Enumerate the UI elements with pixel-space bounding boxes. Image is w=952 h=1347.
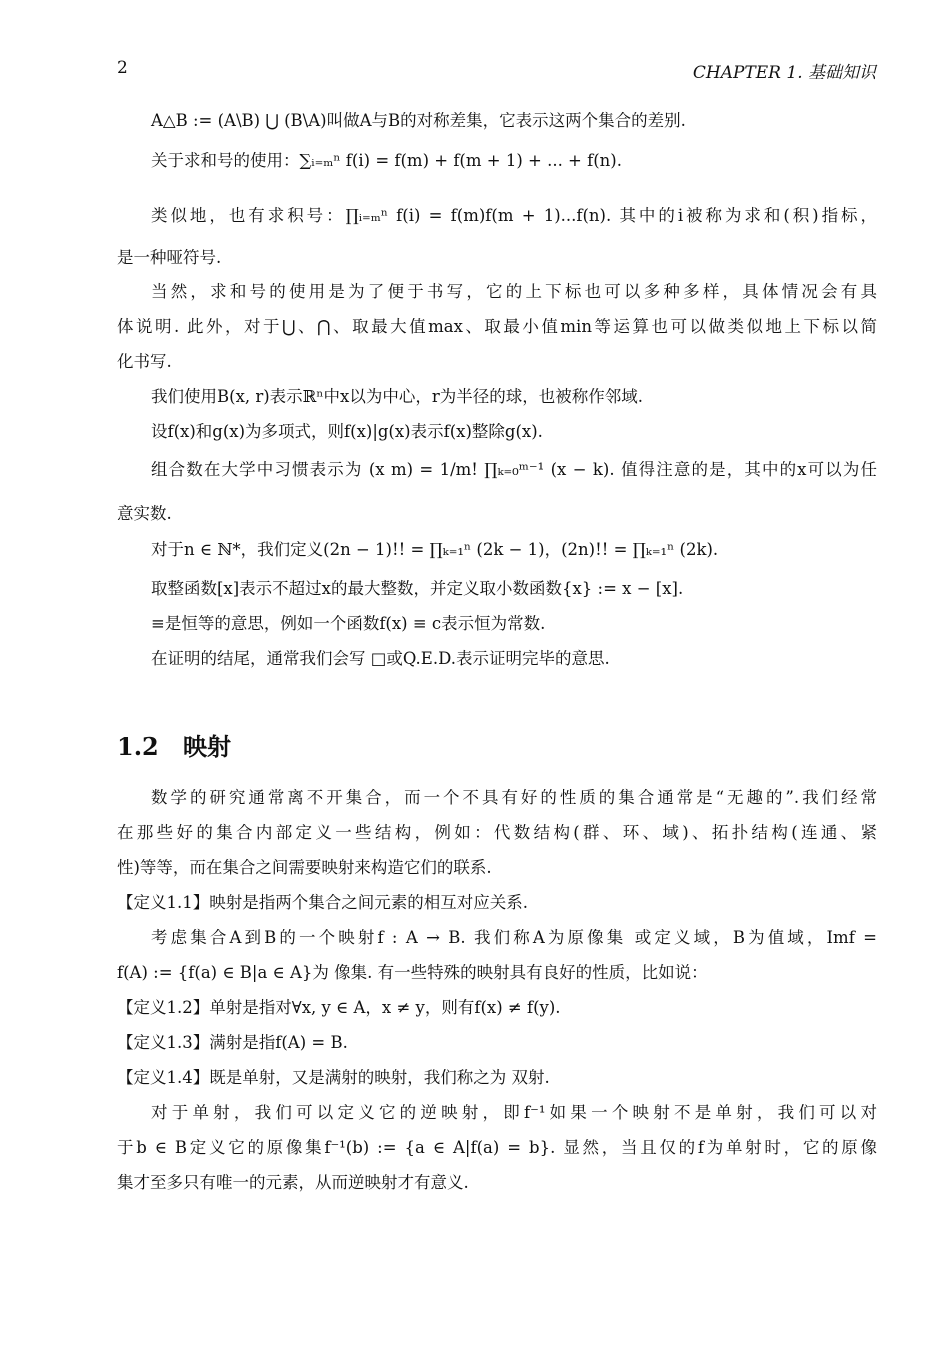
text-line-image-set: f(A) := {f(a) ∈ B|a ∈ A}为 像集. 有一些特殊的映射具有良好的性质，比如说： [117, 963, 708, 982]
text-line-symmetric-difference: A△B := (A\B) ⋃ (B\A)叫做A与B的对称差集，它表示这两个集合的差别. [151, 111, 686, 130]
text-line-preimage: 于b ∈ B定义它的原像集f⁻¹(b) := {a ∈ A|f(a) = b}. 显然，当且仅的f为单射时，它的原像 [117, 1138, 877, 1157]
text-line-neighborhood: 我们使用B(x, r)表示ℝⁿ中x以为中心，r为半径的球，也被称作邻域. [151, 387, 643, 406]
definition-1-4: 【定义1.4】既是单射，又是满射的映射，我们称之为 双射. [117, 1068, 550, 1087]
text-line-summation: 关于求和号的使用：∑ᵢ₌ₘⁿ f(i) = f(m) + f(m + 1) + ... + f(n). [151, 151, 622, 170]
text-line-double-factorial: 对于n ∈ ℕ*，我们定义(2n − 1)!! = ∏ₖ₌₁ⁿ (2k − 1)，(2n)!! = ∏ₖ₌₁ⁿ (2k). [151, 540, 719, 559]
text-line-paragraph: 性)等等，而在集合之间需要映射来构造它们的联系. [117, 858, 492, 877]
text-line-binomial: 组合数在大学中习惯表示为 (x m) = 1/m! ∏ₖ₌₀ᵐ⁻¹ (x − k). 值得注意的是，其中的x可以为任 [151, 460, 877, 479]
text-line-mapping: 考虑集合A到B的一个映射f : A → B. 我们称A为原像集 或定义域，B为值域，Imf = [151, 928, 877, 947]
section-number: 1.2 [117, 732, 159, 761]
text-line-paragraph: 化书写. [117, 352, 172, 371]
running-header: CHAPTER 1. 基础知识 [692, 63, 876, 83]
section-title: 映射 [183, 732, 231, 761]
text-line-paragraph: 当然，求和号的使用是为了便于书写，它的上下标也可以多种多样，具体情况会有具 [151, 282, 877, 301]
definition-1-2: 【定义1.2】单射是指对∀x, y ∈ A，x ≠ y，则有f(x) ≠ f(y). [117, 998, 561, 1017]
text-line-paragraph: 在那些好的集合内部定义一些结构，例如：代数结构(群、环、域)、拓扑结构(连通、紧 [117, 823, 877, 842]
text-line-paragraph: 数学的研究通常离不开集合，而一个不具有好的性质的集合通常是“无趣的”.我们经常 [151, 788, 877, 807]
text-line-qed: 在证明的结尾，通常我们会写 □或Q.E.D.表示证明完毕的意思. [151, 649, 610, 668]
text-line-divisibility: 设f(x)和g(x)为多项式，则f(x)|g(x)表示f(x)整除g(x). [151, 422, 543, 441]
definition-1-1: 【定义1.1】映射是指两个集合之间元素的相互对应关系. [117, 893, 528, 912]
page-number: 2 [117, 58, 128, 78]
text-line-dummy-symbol: 是一种哑符号. [117, 248, 222, 267]
text-line-product: 类似地，也有求积号：∏ᵢ₌ₘⁿ f(i) = f(m)f(m + 1)...f(n). 其中的i被称为求和(积)指标， [151, 206, 877, 225]
definition-1-3: 【定义1.3】满射是指f(A) = B. [117, 1033, 348, 1052]
section-heading [117, 727, 231, 762]
text-line-paragraph: 意实数. [117, 504, 172, 523]
text-line-paragraph: 集才至多只有唯一的元素，从而逆映射才有意义. [117, 1173, 469, 1192]
text-line-inverse-mapping: 对于单射，我们可以定义它的逆映射，即f⁻¹如果一个映射不是单射，我们可以对 [151, 1103, 877, 1122]
text-line-paragraph: 体说明. 此外，对于⋃、⋂、取最大值max、取最小值min等运算也可以做类似地上下标以简 [117, 317, 877, 336]
text-line-floor-function: 取整函数[x]表示不超过x的最大整数，并定义取小数函数{x} := x − [x]. [151, 579, 684, 598]
text-line-identity: ≡是恒等的意思，例如一个函数f(x) ≡ c表示恒为常数. [151, 614, 546, 633]
